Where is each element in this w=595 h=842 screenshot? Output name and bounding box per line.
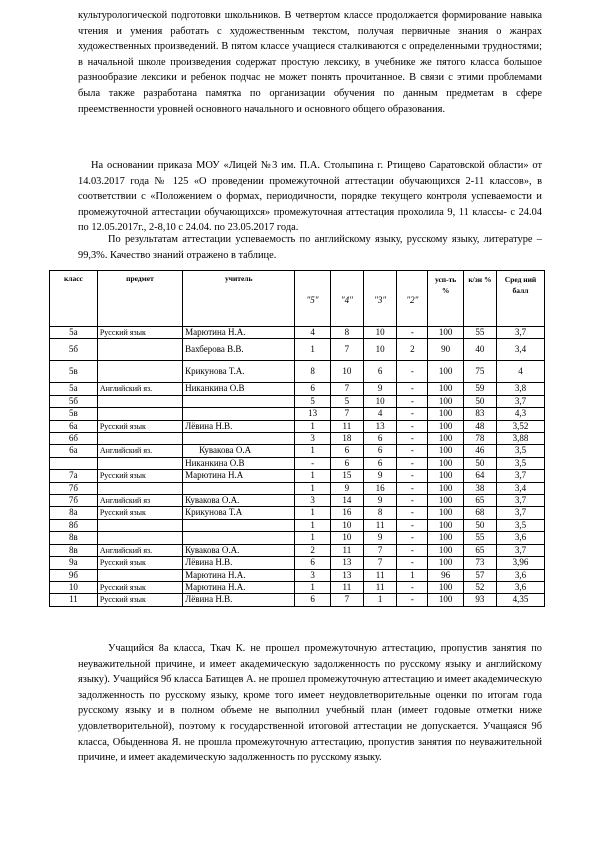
cell-grade-3: 7 (364, 557, 397, 569)
table-row (50, 327, 545, 339)
cell-grade-2: - (397, 361, 428, 383)
cell-success-rate: 100 (428, 433, 463, 445)
cell-grade-3: 9 (364, 495, 397, 507)
cell-success-rate: 100 (428, 457, 463, 469)
cell-subject (97, 569, 182, 581)
table-row (50, 532, 545, 544)
cell-class: 6а (50, 445, 98, 457)
table-row (50, 495, 545, 507)
cell-quality-rate: 46 (463, 445, 496, 457)
cell-grade-5: 1 (295, 482, 330, 494)
table-row (50, 482, 545, 494)
cell-grade-3: 9 (364, 470, 397, 482)
cell-class: 7б (50, 495, 98, 507)
cell-success-rate: 100 (428, 495, 463, 507)
cell-teacher: Кувакова О.А. (183, 495, 295, 507)
cell-grade-4: 7 (330, 339, 363, 361)
cell-grade-2: 2 (397, 339, 428, 361)
table-row (50, 339, 545, 361)
table-row (50, 433, 545, 445)
cell-teacher: Никанкина О.В (183, 457, 295, 469)
cell-class: 5а (50, 383, 98, 395)
cell-teacher: Марютина Н.А. (183, 581, 295, 593)
cell-grade-2: - (397, 519, 428, 531)
cell-subject: Русский язык (97, 581, 182, 593)
table-header-row (50, 271, 545, 327)
cell-average-score: 3,4 (497, 339, 545, 361)
cell-grade-4: 13 (330, 569, 363, 581)
cell-subject (97, 532, 182, 544)
cell-grade-4: 9 (330, 482, 363, 494)
table-body (50, 327, 545, 607)
cell-quality-rate: 64 (463, 470, 496, 482)
cell-subject: Русский язык (97, 420, 182, 432)
cell-average-score: 3,7 (497, 495, 545, 507)
table-row (50, 457, 545, 469)
cell-class: 7б (50, 482, 98, 494)
header-grade-2: "2" (397, 271, 428, 327)
cell-grade-2: - (397, 557, 428, 569)
cell-subject: Русский язык (97, 507, 182, 519)
cell-grade-5: 1 (295, 519, 330, 531)
cell-average-score: 3,4 (497, 482, 545, 494)
cell-teacher (183, 482, 295, 494)
cell-teacher: Марютина Н.А (183, 470, 295, 482)
cell-grade-3: 4 (364, 408, 397, 420)
cell-success-rate: 100 (428, 420, 463, 432)
cell-grade-2: - (397, 383, 428, 395)
cell-grade-5: 6 (295, 383, 330, 395)
cell-average-score: 3,6 (497, 532, 545, 544)
cell-grade-2: - (397, 408, 428, 420)
cell-teacher: Вахберова В.В. (183, 339, 295, 361)
cell-subject: Русский язык (97, 557, 182, 569)
cell-grade-4: 6 (330, 457, 363, 469)
cell-grade-4: 10 (330, 519, 363, 531)
cell-subject (97, 339, 182, 361)
cell-quality-rate: 78 (463, 433, 496, 445)
header-grade-4: "4" (330, 271, 363, 327)
cell-success-rate: 100 (428, 408, 463, 420)
cell-grade-5: 1 (295, 339, 330, 361)
cell-grade-5: 5 (295, 395, 330, 407)
cell-teacher (183, 408, 295, 420)
cell-quality-rate: 75 (463, 361, 496, 383)
cell-grade-2: - (397, 495, 428, 507)
cell-grade-3: 6 (364, 361, 397, 383)
cell-success-rate: 100 (428, 519, 463, 531)
cell-success-rate: 100 (428, 482, 463, 494)
cell-grade-3: 10 (364, 327, 397, 339)
header-quality-rate: к/зн % (463, 271, 496, 327)
cell-subject: Английский яз. (97, 383, 182, 395)
table-row (50, 594, 545, 606)
cell-success-rate: 100 (428, 532, 463, 544)
cell-subject: Английский яз (97, 495, 182, 507)
cell-success-rate: 100 (428, 581, 463, 593)
cell-average-score: 3,96 (497, 557, 545, 569)
cell-grade-2: 1 (397, 569, 428, 581)
table-row (50, 408, 545, 420)
cell-success-rate: 100 (428, 507, 463, 519)
cell-grade-2: - (397, 581, 428, 593)
cell-success-rate: 100 (428, 327, 463, 339)
cell-grade-4: 11 (330, 581, 363, 593)
cell-grade-5: 13 (295, 408, 330, 420)
cell-subject (97, 361, 182, 383)
cell-grade-4: 5 (330, 395, 363, 407)
cell-success-rate: 100 (428, 544, 463, 556)
cell-grade-5: 1 (295, 445, 330, 457)
cell-class: 5в (50, 408, 98, 420)
cell-class: 10 (50, 581, 98, 593)
cell-grade-4: 18 (330, 433, 363, 445)
cell-quality-rate: 50 (463, 395, 496, 407)
cell-class (50, 457, 98, 469)
table-row (50, 581, 545, 593)
cell-quality-rate: 52 (463, 581, 496, 593)
cell-grade-2: - (397, 445, 428, 457)
cell-teacher: Никанкина О.В (183, 383, 295, 395)
cell-grade-5: 6 (295, 594, 330, 606)
cell-average-score: 3,52 (497, 420, 545, 432)
cell-teacher: Крикунова Т.А (183, 507, 295, 519)
cell-grade-2: - (397, 594, 428, 606)
cell-average-score: 3,5 (497, 457, 545, 469)
cell-teacher: Кувакова О.А (183, 445, 295, 457)
cell-grade-3: 7 (364, 544, 397, 556)
paragraph-intro: культурологической подготовки школьников. В четвертом классе продолжается формирование навыка чтения и умения работать с художественным текстом, получая первичные знания о жанрах художественных произведений. В пятом классе учащиеся сталкиваются с определенными трудностями; в начальной школе произведения содержат простую лексику, в учебнике же пятого класса большое разнообразие лексики и ребенок подчас не может понять прочитанное. В связи с этими проблемами была также разработана памятка по организации обучения по данным предметам в сфере преемственности уровней основного начального и основного общего образования. (78, 10, 542, 115)
table-row (50, 445, 545, 457)
cell-class: 7а (50, 470, 98, 482)
cell-grade-5: 3 (295, 433, 330, 445)
header-average-score: Сред ний балл (497, 271, 545, 327)
cell-class: 9б (50, 569, 98, 581)
cell-grade-4: 6 (330, 445, 363, 457)
cell-class: 5б (50, 395, 98, 407)
cell-grade-4: 13 (330, 557, 363, 569)
cell-quality-rate: 40 (463, 339, 496, 361)
cell-subject (97, 519, 182, 531)
table-row (50, 383, 545, 395)
cell-grade-4: 10 (330, 361, 363, 383)
cell-average-score: 4,3 (497, 408, 545, 420)
cell-success-rate: 100 (428, 361, 463, 383)
cell-teacher: Марютина Н.А. (183, 569, 295, 581)
table-row (50, 470, 545, 482)
header-success-rate: усп-ть % (428, 271, 463, 327)
paragraph-debts: Учащийся 8а класса, Ткач К. не прошел промежуточную аттестацию, пропустив занятия по неуважительной причине, и имеет академическую задолженность по русскому языку и английскому языку). Учащийся 9б класса Батищев А. не прошел промежуточную аттестацию и имеет академическую задолженность по русскому языку, кроме того имеет неудовлетворительные оценки по итогам года русскому языку и в полном объеме не выполнил учебный план (имеет годовые отметки ниже удовлетворительной), поэтому к государственной итоговой аттестации не допускается. Учащаяся 9б класса, Обыденнова Я. не прошла промежуточную аттестацию, пропустив занятия по неуважительной причине, и имеет академическую задолженность по русскому языку. (78, 643, 542, 764)
cell-grade-2: - (397, 433, 428, 445)
cell-grade-5: 1 (295, 532, 330, 544)
cell-subject: Русский язык (97, 327, 182, 339)
cell-success-rate: 100 (428, 445, 463, 457)
cell-quality-rate: 59 (463, 383, 496, 395)
table-row (50, 569, 545, 581)
cell-quality-rate: 57 (463, 569, 496, 581)
cell-average-score: 3,6 (497, 569, 545, 581)
cell-grade-3: 6 (364, 445, 397, 457)
cell-grade-5: - (295, 457, 330, 469)
cell-grade-2: - (397, 420, 428, 432)
cell-grade-4: 11 (330, 420, 363, 432)
cell-teacher: Крикунова Т.А. (183, 361, 295, 383)
cell-grade-2: - (397, 482, 428, 494)
cell-quality-rate: 55 (463, 532, 496, 544)
cell-success-rate: 100 (428, 470, 463, 482)
cell-grade-5: 1 (295, 420, 330, 432)
cell-success-rate: 100 (428, 594, 463, 606)
cell-grade-5: 2 (295, 544, 330, 556)
cell-subject: Русский язык (97, 470, 182, 482)
cell-success-rate: 100 (428, 557, 463, 569)
cell-grade-2: - (397, 395, 428, 407)
cell-average-score: 3,7 (497, 544, 545, 556)
cell-grade-3: 1 (364, 594, 397, 606)
cell-grade-4: 10 (330, 532, 363, 544)
cell-grade-5: 1 (295, 581, 330, 593)
cell-average-score: 3,6 (497, 581, 545, 593)
header-subject: предмет (97, 271, 182, 327)
cell-average-score: 3,5 (497, 519, 545, 531)
cell-average-score: 3,8 (497, 383, 545, 395)
cell-class: 8в (50, 544, 98, 556)
cell-class: 5в (50, 361, 98, 383)
cell-quality-rate: 68 (463, 507, 496, 519)
table-row (50, 519, 545, 531)
cell-class: 8б (50, 519, 98, 531)
header-grade-3: "3" (364, 271, 397, 327)
cell-grade-3: 11 (364, 519, 397, 531)
cell-teacher (183, 519, 295, 531)
cell-subject (97, 395, 182, 407)
header-teacher: учитель (183, 271, 295, 327)
cell-grade-5: 6 (295, 557, 330, 569)
cell-grade-3: 6 (364, 433, 397, 445)
cell-grade-5: 8 (295, 361, 330, 383)
paragraph-results: По результатам аттестации успеваемость по английскому языку, русскому языку, литературе – 99,3%. Качество знаний отражено в таблице. (78, 234, 542, 261)
cell-grade-3: 16 (364, 482, 397, 494)
cell-quality-rate: 65 (463, 495, 496, 507)
cell-grade-4: 14 (330, 495, 363, 507)
cell-class: 9а (50, 557, 98, 569)
cell-class: 6б (50, 433, 98, 445)
cell-teacher: Марютина Н.А. (183, 327, 295, 339)
cell-teacher: Лёвина Н.В. (183, 594, 295, 606)
cell-grade-3: 13 (364, 420, 397, 432)
cell-grade-4: 16 (330, 507, 363, 519)
cell-grade-4: 7 (330, 594, 363, 606)
cell-quality-rate: 65 (463, 544, 496, 556)
cell-class: 5б (50, 339, 98, 361)
cell-grade-3: 6 (364, 457, 397, 469)
cell-teacher (183, 395, 295, 407)
cell-grade-3: 9 (364, 383, 397, 395)
cell-quality-rate: 50 (463, 457, 496, 469)
cell-class: 11 (50, 594, 98, 606)
cell-average-score: 3,7 (497, 327, 545, 339)
cell-grade-3: 9 (364, 532, 397, 544)
cell-teacher: Лёвина Н.В. (183, 557, 295, 569)
cell-grade-3: 8 (364, 507, 397, 519)
cell-grade-2: - (397, 470, 428, 482)
cell-quality-rate: 50 (463, 519, 496, 531)
cell-grade-5: 4 (295, 327, 330, 339)
cell-success-rate: 96 (428, 569, 463, 581)
cell-quality-rate: 38 (463, 482, 496, 494)
cell-average-score: 4 (497, 361, 545, 383)
cell-grade-4: 7 (330, 408, 363, 420)
cell-teacher (183, 433, 295, 445)
cell-class: 8а (50, 507, 98, 519)
cell-grade-3: 11 (364, 569, 397, 581)
cell-grade-2: - (397, 457, 428, 469)
cell-teacher (183, 532, 295, 544)
cell-grade-3: 11 (364, 581, 397, 593)
cell-quality-rate: 73 (463, 557, 496, 569)
cell-success-rate: 90 (428, 339, 463, 361)
cell-subject (97, 457, 182, 469)
cell-grade-4: 7 (330, 383, 363, 395)
header-grade-5: "5" (295, 271, 330, 327)
table-row (50, 361, 545, 383)
table-row (50, 420, 545, 432)
cell-subject: Английский яз. (97, 445, 182, 457)
cell-grade-2: - (397, 327, 428, 339)
table-row (50, 557, 545, 569)
cell-grade-3: 10 (364, 339, 397, 361)
cell-class: 5а (50, 327, 98, 339)
cell-average-score: 3,7 (497, 395, 545, 407)
cell-quality-rate: 48 (463, 420, 496, 432)
results-table (49, 270, 545, 607)
cell-quality-rate: 55 (463, 327, 496, 339)
cell-teacher: Лёвина Н.В. (183, 420, 295, 432)
cell-class: 6а (50, 420, 98, 432)
cell-grade-5: 3 (295, 495, 330, 507)
cell-subject (97, 433, 182, 445)
cell-average-score: 4,35 (497, 594, 545, 606)
cell-subject: Английский яз. (97, 544, 182, 556)
cell-grade-4: 11 (330, 544, 363, 556)
cell-average-score: 3,7 (497, 470, 545, 482)
cell-class: 8в (50, 532, 98, 544)
cell-grade-3: 10 (364, 395, 397, 407)
cell-subject: Русский язык (97, 594, 182, 606)
cell-teacher: Кувакова О.А. (183, 544, 295, 556)
cell-grade-4: 8 (330, 327, 363, 339)
cell-subject (97, 408, 182, 420)
cell-grade-2: - (397, 507, 428, 519)
cell-average-score: 3,5 (497, 445, 545, 457)
cell-grade-5: 3 (295, 569, 330, 581)
cell-average-score: 3,88 (497, 433, 545, 445)
table-row (50, 507, 545, 519)
cell-quality-rate: 83 (463, 408, 496, 420)
table-row (50, 544, 545, 556)
cell-average-score: 3,7 (497, 507, 545, 519)
cell-success-rate: 100 (428, 383, 463, 395)
cell-quality-rate: 93 (463, 594, 496, 606)
cell-success-rate: 100 (428, 395, 463, 407)
cell-grade-4: 15 (330, 470, 363, 482)
table-row (50, 395, 545, 407)
cell-grade-5: 1 (295, 507, 330, 519)
paragraph-order: На основании приказа МОУ «Лицей №3 им. П.А. Столыпина г. Ртищево Саратовской области» от 14.03.2017 года № 125 «О проведении промежуточной аттестации обучающихся 2-11 классов», в соответствии с «Положением о формах, периодичности, порядке текущего контроля успеваемости и промежуточной аттестации обучающихся» промежуточная аттестация прохолила 9, 11 классы- с 24.04 по 12.05.2017г., 2-8,10 с 24.04. по 23.05.2017 года. (78, 160, 542, 234)
cell-grade-5: 1 (295, 470, 330, 482)
cell-grade-2: - (397, 532, 428, 544)
cell-grade-2: - (397, 544, 428, 556)
cell-subject (97, 482, 182, 494)
header-class: класс (50, 271, 98, 327)
